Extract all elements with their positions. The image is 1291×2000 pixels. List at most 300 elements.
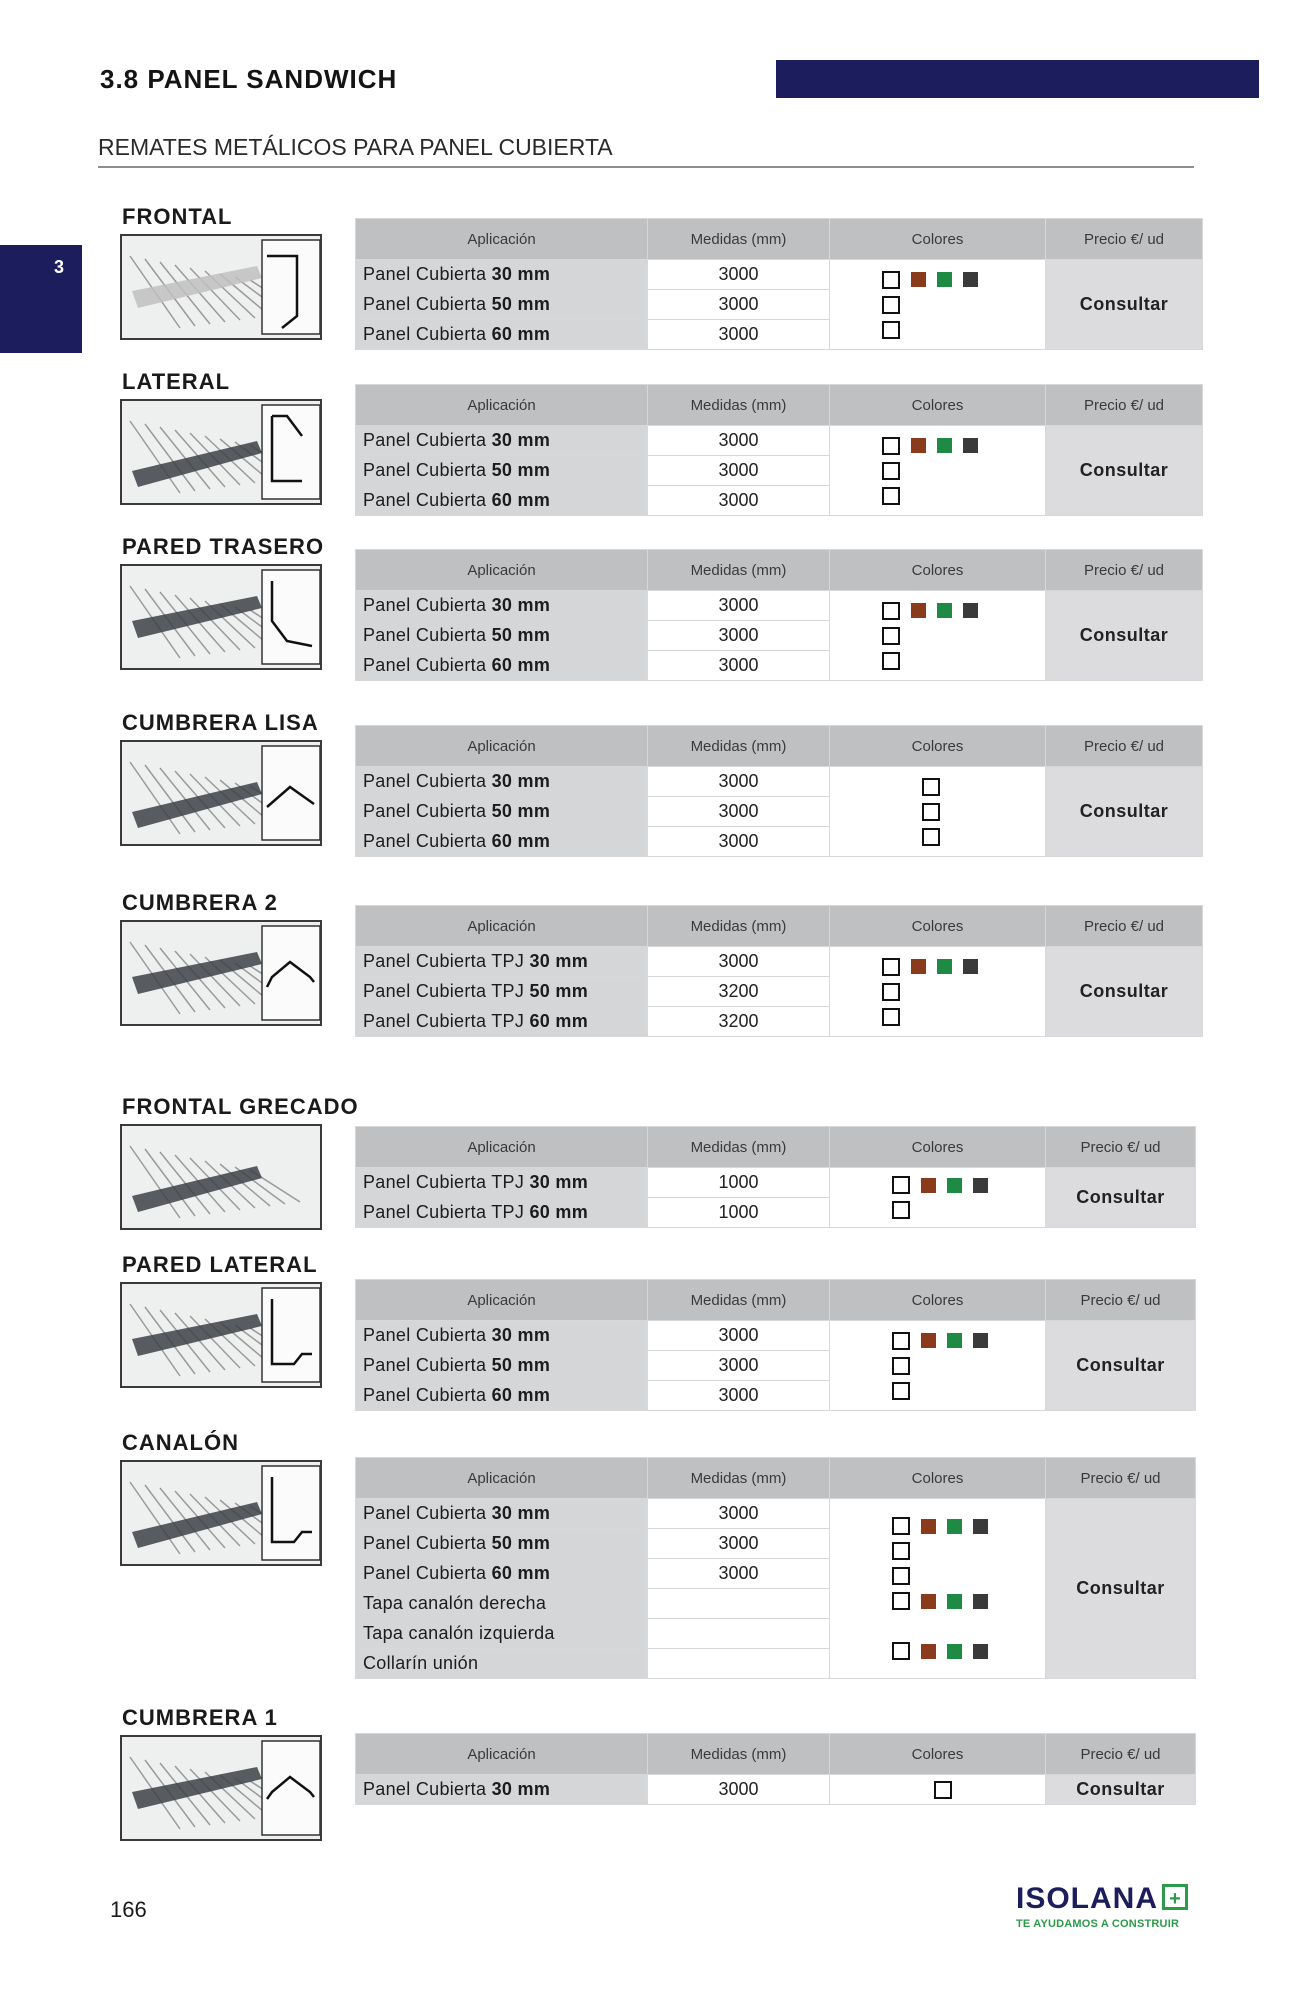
- chapter-tab: [0, 245, 82, 353]
- application-cell: [356, 1007, 648, 1037]
- thickness-text: 60 mm: [491, 1563, 551, 1583]
- header-colores: Colores: [830, 1458, 1046, 1499]
- header-medidas: Medidas (mm): [648, 1734, 830, 1775]
- thickness-text: 30 mm: [529, 951, 589, 971]
- application-text: Panel Cubierta: [363, 1563, 487, 1583]
- color-swatch-dark: [963, 438, 978, 453]
- color-swatch-white: [882, 321, 900, 339]
- color-swatch-white: [882, 271, 900, 289]
- color-swatch-white: [892, 1201, 910, 1219]
- color-swatch-row: [882, 979, 1045, 1004]
- application-cell: [356, 1351, 648, 1381]
- thickness-text: 30 mm: [529, 1172, 589, 1192]
- header-colores: Colores: [830, 906, 1046, 947]
- flashing-diagram-icon: [122, 922, 320, 1024]
- color-swatch-white: [892, 1567, 910, 1585]
- product-title: CANALÓN: [122, 1430, 239, 1455]
- color-swatch-brown: [921, 1519, 936, 1534]
- header-precio: Precio €/ ud: [1046, 1458, 1196, 1499]
- measure-cell: 3000: [648, 426, 830, 456]
- spec-table: [355, 384, 1203, 516]
- color-swatch-brown: [921, 1644, 936, 1659]
- application-text: Panel Cubierta: [363, 490, 487, 510]
- product-title: FRONTAL: [122, 204, 233, 229]
- application-text: Panel Cubierta: [363, 1533, 487, 1553]
- colors-cell: [830, 1168, 1046, 1228]
- color-swatch-row: [892, 1353, 1045, 1378]
- color-swatch-row: [892, 1514, 1045, 1539]
- table-row: [356, 1321, 1196, 1351]
- color-swatch-row: [882, 433, 1045, 458]
- thickness-text: 50 mm: [491, 625, 551, 645]
- measure-cell: [648, 1589, 830, 1619]
- color-swatch-white: [934, 1781, 952, 1799]
- color-swatch-white: [882, 627, 900, 645]
- application-cell: [356, 456, 648, 486]
- table-row: [356, 1168, 1196, 1198]
- application-text: Panel Cubierta: [363, 625, 487, 645]
- color-swatch-row: [892, 1173, 1045, 1198]
- measure-cell: 3000: [648, 651, 830, 681]
- measure-cell: 3000: [648, 797, 830, 827]
- application-text: Panel Cubierta TPJ: [363, 981, 525, 1001]
- application-text: Panel Cubierta: [363, 831, 487, 851]
- color-swatch-dark: [973, 1594, 988, 1609]
- color-swatch-row: [934, 1777, 1045, 1802]
- color-swatch-brown: [911, 603, 926, 618]
- measure-cell: [648, 1649, 830, 1679]
- application-text: Collarín unión: [363, 1653, 479, 1673]
- thickness-text: 50 mm: [491, 1533, 551, 1553]
- price-cell: Consultar: [1046, 947, 1203, 1037]
- color-swatch-white: [882, 1008, 900, 1026]
- application-cell: [356, 1529, 648, 1559]
- color-swatch-row: [882, 954, 1045, 979]
- measure-cell: 3000: [648, 947, 830, 977]
- header-aplicacion: Aplicación: [356, 550, 648, 591]
- spec-table: [355, 1279, 1196, 1411]
- application-cell: [356, 767, 648, 797]
- application-text: Tapa canalón izquierda: [363, 1623, 555, 1643]
- table-header-row: [356, 1280, 1196, 1321]
- application-text: Panel Cubierta TPJ: [363, 1202, 525, 1222]
- color-swatch-row: [922, 799, 1045, 824]
- color-swatch-green: [937, 603, 952, 618]
- application-text: Panel Cubierta: [363, 324, 487, 344]
- color-swatch-white: [922, 803, 940, 821]
- thickness-text: 50 mm: [491, 294, 551, 314]
- thickness-text: 60 mm: [529, 1202, 589, 1222]
- application-text: Panel Cubierta: [363, 1779, 487, 1799]
- product-title: PARED TRASERO: [122, 534, 325, 559]
- application-cell: [356, 651, 648, 681]
- brand-plus-icon: +: [1162, 1884, 1188, 1910]
- flashing-diagram-icon: [122, 566, 320, 668]
- chapter-number: 3: [54, 257, 65, 277]
- table-header-row: [356, 906, 1203, 947]
- table-header-row: [356, 1458, 1196, 1499]
- table-row: [356, 1499, 1196, 1529]
- application-cell: [356, 1321, 648, 1351]
- color-swatch-brown: [911, 272, 926, 287]
- flashing-diagram-icon: [122, 401, 320, 503]
- brand-name: ISOLANA: [1016, 1882, 1158, 1915]
- header-colores: Colores: [830, 219, 1046, 260]
- application-cell: [356, 1381, 648, 1411]
- measure-cell: 1000: [648, 1168, 830, 1198]
- application-text: Panel Cubierta TPJ: [363, 1011, 525, 1031]
- application-cell: [356, 1775, 648, 1805]
- brand-logo: [1016, 1882, 1196, 1930]
- table-header-row: [356, 726, 1203, 767]
- application-text: Panel Cubierta: [363, 801, 487, 821]
- price-cell: Consultar: [1046, 1321, 1196, 1411]
- table-row: [356, 1775, 1196, 1805]
- brand-tagline: TE AYUDAMOS A CONSTRUIR: [1016, 1918, 1180, 1930]
- colors-cell: [830, 947, 1046, 1037]
- color-swatch-white: [882, 462, 900, 480]
- measure-cell: 3000: [648, 621, 830, 651]
- colors-cell: [830, 1499, 1046, 1679]
- table-header-row: [356, 219, 1203, 260]
- header-aplicacion: Aplicación: [356, 1734, 648, 1775]
- spec-table: [355, 1457, 1196, 1679]
- thickness-text: 30 mm: [491, 1503, 551, 1523]
- application-cell: [356, 290, 648, 320]
- price-cell: Consultar: [1046, 1775, 1196, 1805]
- color-swatch-green: [947, 1644, 962, 1659]
- color-swatch-white: [892, 1592, 910, 1610]
- application-cell: [356, 1168, 648, 1198]
- application-cell: [356, 1619, 648, 1649]
- price-cell: Consultar: [1046, 767, 1203, 857]
- application-cell: [356, 1198, 648, 1228]
- color-swatch-dark: [973, 1519, 988, 1534]
- thickness-text: 60 mm: [491, 655, 551, 675]
- header-colores: Colores: [830, 385, 1046, 426]
- color-swatch-row: [922, 824, 1045, 849]
- measure-cell: 3200: [648, 977, 830, 1007]
- measure-cell: 3000: [648, 320, 830, 350]
- measure-cell: 3000: [648, 1529, 830, 1559]
- table-row: [356, 767, 1203, 797]
- price-cell: Consultar: [1046, 591, 1203, 681]
- color-swatch-row: [882, 267, 1045, 292]
- thickness-text: 60 mm: [491, 490, 551, 510]
- table-row: [356, 591, 1203, 621]
- header-aplicacion: Aplicación: [356, 1127, 648, 1168]
- product-thumbnail: [120, 1124, 322, 1230]
- header-medidas: Medidas (mm): [648, 1280, 830, 1321]
- flashing-diagram-icon: [122, 1462, 320, 1564]
- color-swatch-row: [892, 1198, 1045, 1223]
- color-swatch-white: [882, 958, 900, 976]
- application-text: Panel Cubierta: [363, 294, 487, 314]
- spec-table: [355, 1126, 1196, 1228]
- subtitle-divider: [98, 166, 1194, 168]
- product-title: CUMBRERA 1: [122, 1705, 278, 1730]
- header-precio: Precio €/ ud: [1046, 906, 1203, 947]
- colors-cell: [830, 426, 1046, 516]
- header-aplicacion: Aplicación: [356, 906, 648, 947]
- color-swatch-white: [892, 1357, 910, 1375]
- colors-cell: [830, 260, 1046, 350]
- header-aplicacion: Aplicación: [356, 385, 648, 426]
- application-text: Panel Cubierta: [363, 1503, 487, 1523]
- color-swatch-row: [882, 598, 1045, 623]
- thickness-text: 60 mm: [529, 1011, 589, 1031]
- color-swatch-dark: [973, 1333, 988, 1348]
- application-text: Panel Cubierta TPJ: [363, 951, 525, 971]
- product-thumbnail: [120, 1735, 322, 1841]
- header-colores: Colores: [830, 726, 1046, 767]
- spec-table: [355, 725, 1203, 857]
- thickness-text: 50 mm: [491, 801, 551, 821]
- header-precio: Precio €/ ud: [1046, 1734, 1196, 1775]
- application-cell: [356, 320, 648, 350]
- application-cell: [356, 1559, 648, 1589]
- header-precio: Precio €/ ud: [1046, 1280, 1196, 1321]
- spec-table: [355, 1733, 1196, 1805]
- thickness-text: 50 mm: [491, 1355, 551, 1375]
- colors-cell: [830, 1775, 1046, 1805]
- color-swatch-green: [947, 1178, 962, 1193]
- application-text: Panel Cubierta TPJ: [363, 1172, 525, 1192]
- product-thumbnail: [120, 920, 322, 1026]
- application-cell: [356, 426, 648, 456]
- color-swatch-row: [892, 1328, 1045, 1353]
- product-thumbnail: [120, 399, 322, 505]
- header-colores: Colores: [830, 1734, 1046, 1775]
- application-cell: [356, 947, 648, 977]
- product-thumbnail: [120, 740, 322, 846]
- color-swatch-dark: [973, 1178, 988, 1193]
- color-swatch-row: [892, 1564, 1045, 1589]
- application-text: Panel Cubierta: [363, 771, 487, 791]
- application-text: Panel Cubierta: [363, 1385, 487, 1405]
- spec-table: [355, 905, 1203, 1037]
- product-thumbnail: [120, 1460, 322, 1566]
- color-swatch-white: [922, 778, 940, 796]
- header-medidas: Medidas (mm): [648, 1127, 830, 1168]
- price-cell: Consultar: [1046, 260, 1203, 350]
- application-text: Panel Cubierta: [363, 655, 487, 675]
- price-cell: Consultar: [1046, 1168, 1196, 1228]
- color-swatch-dark: [963, 272, 978, 287]
- color-swatch-white: [892, 1517, 910, 1535]
- header-medidas: Medidas (mm): [648, 219, 830, 260]
- header-aplicacion: Aplicación: [356, 1280, 648, 1321]
- application-cell: [356, 1589, 648, 1619]
- application-cell: [356, 797, 648, 827]
- measure-cell: 3000: [648, 260, 830, 290]
- header-accent-bar: [776, 60, 1259, 98]
- measure-cell: 3000: [648, 456, 830, 486]
- flashing-diagram-icon: [122, 1737, 320, 1839]
- color-swatch-dark: [973, 1644, 988, 1659]
- color-swatch-row: [892, 1614, 1045, 1639]
- color-swatch-white: [922, 828, 940, 846]
- measure-cell: 3000: [648, 1381, 830, 1411]
- application-cell: [356, 977, 648, 1007]
- measure-cell: 3200: [648, 1007, 830, 1037]
- flashing-diagram-icon: [122, 742, 320, 844]
- color-swatch-dark: [963, 603, 978, 618]
- table-header-row: [356, 1127, 1196, 1168]
- color-swatch-brown: [921, 1333, 936, 1348]
- color-swatch-row: [922, 774, 1045, 799]
- color-swatch-brown: [921, 1594, 936, 1609]
- color-swatch-green: [947, 1333, 962, 1348]
- product-title: FRONTAL GRECADO: [122, 1094, 359, 1119]
- color-swatch-row: [882, 623, 1045, 648]
- application-text: Tapa canalón derecha: [363, 1593, 547, 1613]
- application-cell: [356, 260, 648, 290]
- application-cell: [356, 621, 648, 651]
- measure-cell: [648, 1619, 830, 1649]
- color-swatch-green: [937, 438, 952, 453]
- color-swatch-row: [892, 1589, 1045, 1614]
- header-precio: Precio €/ ud: [1046, 726, 1203, 767]
- measure-cell: 3000: [648, 1775, 830, 1805]
- color-swatch-green: [947, 1519, 962, 1534]
- spec-table: [355, 549, 1203, 681]
- page-number: 166: [110, 1897, 147, 1922]
- table-row: [356, 947, 1203, 977]
- colors-cell: [830, 591, 1046, 681]
- thickness-text: 60 mm: [491, 324, 551, 344]
- header-precio: Precio €/ ud: [1046, 550, 1203, 591]
- measure-cell: 3000: [648, 827, 830, 857]
- color-swatch-brown: [911, 959, 926, 974]
- application-text: Panel Cubierta: [363, 595, 487, 615]
- page-title: 3.8 PANEL SANDWICH: [100, 64, 398, 94]
- color-swatch-row: [892, 1539, 1045, 1564]
- product-title: PARED LATERAL: [122, 1252, 318, 1277]
- color-swatch-brown: [921, 1178, 936, 1193]
- measure-cell: 3000: [648, 1559, 830, 1589]
- header-aplicacion: Aplicación: [356, 726, 648, 767]
- color-swatch-white: [892, 1332, 910, 1350]
- thickness-text: 60 mm: [491, 831, 551, 851]
- color-swatch-white: [892, 1382, 910, 1400]
- header-precio: Precio €/ ud: [1046, 385, 1203, 426]
- flashing-diagram-icon: [122, 236, 320, 338]
- application-text: Panel Cubierta: [363, 430, 487, 450]
- product-thumbnail: [120, 564, 322, 670]
- thickness-text: 50 mm: [491, 460, 551, 480]
- measure-cell: 3000: [648, 1499, 830, 1529]
- color-swatch-row: [882, 292, 1045, 317]
- color-swatch-white: [882, 602, 900, 620]
- table-row: [356, 426, 1203, 456]
- header-colores: Colores: [830, 550, 1046, 591]
- color-swatch-white: [882, 983, 900, 1001]
- flashing-diagram-icon: [122, 1126, 320, 1228]
- application-cell: [356, 486, 648, 516]
- header-medidas: Medidas (mm): [648, 726, 830, 767]
- flashing-diagram-icon: [122, 1284, 320, 1386]
- color-swatch-row: [892, 1378, 1045, 1403]
- application-cell: [356, 1499, 648, 1529]
- price-cell: Consultar: [1046, 1499, 1196, 1679]
- measure-cell: 3000: [648, 1321, 830, 1351]
- thickness-text: 30 mm: [491, 1325, 551, 1345]
- header-medidas: Medidas (mm): [648, 550, 830, 591]
- product-thumbnail: [120, 234, 322, 340]
- header-medidas: Medidas (mm): [648, 1458, 830, 1499]
- price-cell: Consultar: [1046, 426, 1203, 516]
- measure-cell: 3000: [648, 1351, 830, 1381]
- application-text: Panel Cubierta: [363, 460, 487, 480]
- color-swatch-white: [882, 437, 900, 455]
- header-medidas: Medidas (mm): [648, 385, 830, 426]
- application-text: Panel Cubierta: [363, 264, 487, 284]
- product-thumbnail: [120, 1282, 322, 1388]
- table-header-row: [356, 550, 1203, 591]
- color-swatch-white: [892, 1542, 910, 1560]
- color-swatch-white: [882, 487, 900, 505]
- product-title: CUMBRERA 2: [122, 890, 278, 915]
- color-swatch-white: [892, 1176, 910, 1194]
- header-precio: Precio €/ ud: [1046, 1127, 1196, 1168]
- color-swatch-green: [937, 959, 952, 974]
- color-swatch-row: [882, 1004, 1045, 1029]
- color-swatch-brown: [911, 438, 926, 453]
- color-swatch-row: [882, 317, 1045, 342]
- measure-cell: 3000: [648, 591, 830, 621]
- measure-cell: 3000: [648, 767, 830, 797]
- thickness-text: 30 mm: [491, 1779, 551, 1799]
- color-swatch-row: [882, 483, 1045, 508]
- application-cell: [356, 827, 648, 857]
- color-swatch-dark: [963, 959, 978, 974]
- thickness-text: 50 mm: [529, 981, 589, 1001]
- application-text: Panel Cubierta: [363, 1325, 487, 1345]
- thickness-text: 30 mm: [491, 595, 551, 615]
- color-swatch-row: [882, 458, 1045, 483]
- measure-cell: 3000: [648, 486, 830, 516]
- header-colores: Colores: [830, 1280, 1046, 1321]
- colors-cell: [830, 1321, 1046, 1411]
- color-swatch-row: [892, 1639, 1045, 1664]
- color-swatch-green: [937, 272, 952, 287]
- color-swatch-white: [892, 1642, 910, 1660]
- application-cell: [356, 1649, 648, 1679]
- thickness-text: 30 mm: [491, 430, 551, 450]
- thickness-text: 30 mm: [491, 771, 551, 791]
- color-swatch-green: [947, 1594, 962, 1609]
- table-row: [356, 260, 1203, 290]
- color-swatch-row: [882, 648, 1045, 673]
- table-header-row: [356, 385, 1203, 426]
- header-precio: Precio €/ ud: [1046, 219, 1203, 260]
- product-title: LATERAL: [122, 369, 231, 394]
- header-aplicacion: Aplicación: [356, 219, 648, 260]
- table-header-row: [356, 1734, 1196, 1775]
- color-swatch-white: [882, 652, 900, 670]
- application-cell: [356, 591, 648, 621]
- application-text: Panel Cubierta: [363, 1355, 487, 1375]
- header-colores: Colores: [830, 1127, 1046, 1168]
- section-subtitle: REMATES METÁLICOS PARA PANEL CUBIERTA: [98, 134, 613, 160]
- header-medidas: Medidas (mm): [648, 906, 830, 947]
- measure-cell: 3000: [648, 290, 830, 320]
- product-title: CUMBRERA LISA: [122, 710, 319, 735]
- measure-cell: 1000: [648, 1198, 830, 1228]
- colors-cell: [830, 767, 1046, 857]
- thickness-text: 30 mm: [491, 264, 551, 284]
